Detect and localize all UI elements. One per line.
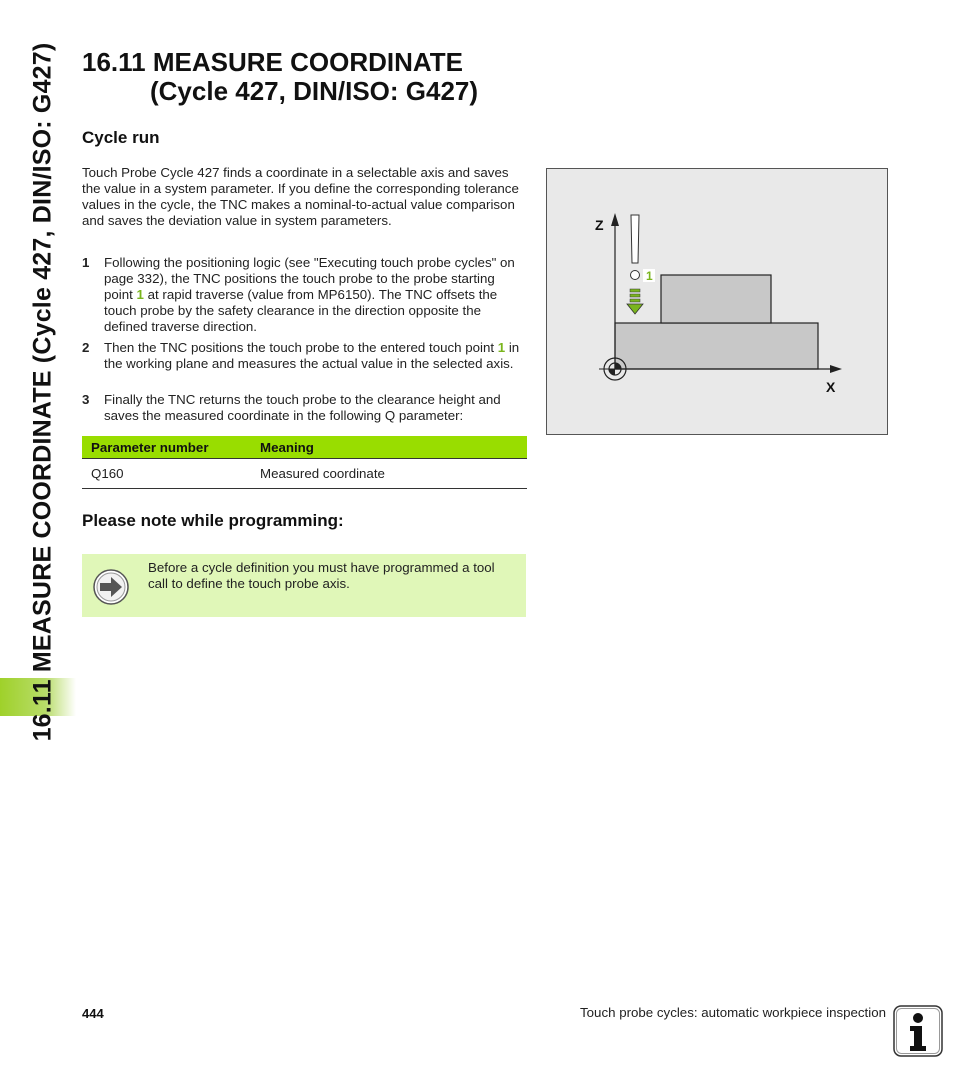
info-icon [893,1005,943,1057]
step-text: Finally the TNC returns the touch probe to the clearance height and saves the measured coordinate in the following Q parameter: [104,392,501,423]
notes-heading: Please note while programming: [82,511,344,530]
x-axis-label: X [826,379,836,395]
probe-diagram [546,168,888,435]
step-3 [82,392,527,424]
q-parameter-table [82,436,527,489]
page-title-line2: (Cycle 427, DIN/ISO: G427) [150,76,479,106]
table-header: Parameter number [82,436,251,459]
side-chapter-title: 16.11 MEASURE COORDINATE (Cycle 427, DIN/ISO: G427) [28,42,57,742]
table-cell: Q160 [82,459,251,489]
point-label: 1 [646,269,653,283]
point-ref: 1 [497,340,506,355]
workpiece-base [615,323,818,369]
step-2 [82,340,527,372]
note-box [82,554,526,617]
table-header: Meaning [251,436,527,459]
z-axis-label: Z [595,217,604,233]
step-number: 3 [82,392,90,407]
page-title [82,48,478,106]
footer-chapter-text: Touch probe cycles: automatic workpiece inspection [580,1005,886,1020]
step-text: Then the TNC positions the touch probe to the entered touch point [104,340,498,355]
step-number: 2 [82,340,90,355]
step-number: 1 [82,255,90,270]
arrow-right-icon [92,568,130,606]
step-text: Following the positioning logic (see "Executing touch probe cycles" on page 332), the TNC positions the touch probe to the probe starting point [104,255,515,302]
step-text: at rapid traverse (value from MP6150). The TNC offsets the touch probe by the safety clearance in the direction opposite the defined traverse direction. [104,287,498,334]
cycle-run-heading: Cycle run [82,128,160,147]
page-title-line1: 16.11 MEASURE COORDINATE [82,47,463,77]
workpiece-step [661,275,771,323]
table-cell: Measured coordinate [251,459,527,489]
table-row [82,459,527,489]
step-1 [82,255,527,335]
note-text: Before a cycle definition you must have programmed a tool call to define the touch probe axis. [148,560,495,591]
intro-paragraph: Touch Probe Cycle 427 finds a coordinate in a selectable axis and saves the value in a system parameter. If you define the corresponding tolerance values in the cycle, the TNC makes a nominal-to-actual value comparison and saves the deviation value in system parameters. [82,165,519,228]
page-number: 444 [82,1006,104,1021]
point-ref: 1 [136,287,144,302]
step-text: in the working plane and measures the actual value in the selected axis. [104,340,520,371]
